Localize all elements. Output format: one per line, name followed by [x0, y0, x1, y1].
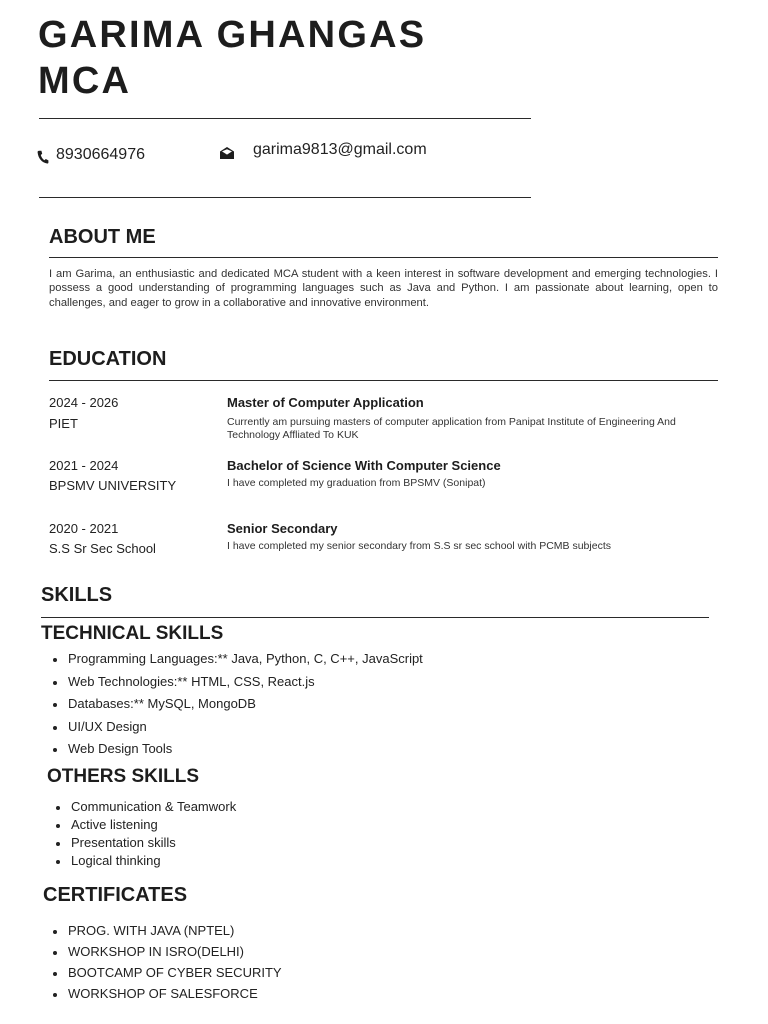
list-item: Databases:** MySQL, MongoDB: [68, 696, 423, 719]
edu-school: PIET: [49, 416, 78, 431]
others-skills-list: [71, 799, 236, 871]
edu-school: BPSMV UNIVERSITY: [49, 478, 177, 493]
list-item: UI/UX Design: [68, 719, 423, 742]
skills-divider: [41, 617, 709, 618]
others-skills-title: OTHERS SKILLS: [47, 766, 200, 787]
edu-period: 2024 - 2026: [49, 395, 119, 410]
edu-degree: Master of Computer Application: [227, 395, 424, 410]
header-top-divider: [39, 118, 531, 119]
list-item: WORKSHOP OF SALESFORCE: [68, 986, 282, 1007]
list-item: Logical thinking: [71, 853, 236, 871]
edu-degree: Bachelor of Science With Computer Science: [227, 458, 501, 473]
edu-school: S.S Sr Sec School: [49, 541, 156, 556]
technical-skills-title: TECHNICAL SKILLS: [41, 623, 224, 644]
edu-degree: Senior Secondary: [227, 521, 338, 536]
list-item: Active listening: [71, 817, 236, 835]
name-line-2: MCA: [38, 60, 132, 102]
education-divider: [49, 380, 718, 381]
about-title: ABOUT ME: [49, 226, 156, 248]
list-item: Presentation skills: [71, 835, 236, 853]
list-item: BOOTCAMP OF CYBER SECURITY: [68, 965, 282, 986]
edu-description: Currently am pursuing masters of computer application from Panipat Institute of Engineering And Technology Affliated To KUK: [227, 416, 676, 441]
edu-period: 2021 - 2024: [49, 458, 119, 473]
list-item: Communication & Teamwork: [71, 799, 236, 817]
envelope-icon: [219, 146, 235, 160]
phone-icon: [37, 150, 49, 164]
edu-description: I have completed my graduation from BPSMV (Sonipat): [227, 477, 486, 489]
name-line-1: GARIMA GHANGAS: [38, 14, 427, 56]
list-item: Programming Languages:** Java, Python, C, C++, JavaScript: [68, 651, 423, 674]
list-item: Web Technologies:** HTML, CSS, React.js: [68, 674, 423, 697]
list-item: PROG. WITH JAVA (NPTEL): [68, 923, 282, 944]
about-text: I am Garima, an enthusiastic and dedicated MCA student with a keen interest in software development and emerging technologies. I possess a good understanding of programming languages such as Java and Python. I am passionate about learning, open to challenges, and eager to grow in a collaborative and innovative environment.: [49, 268, 718, 309]
edu-description: I have completed my senior secondary from S.S sr sec school with PCMB subjects: [227, 540, 611, 552]
certificates-title: CERTIFICATES: [43, 884, 188, 906]
education-title: EDUCATION: [49, 348, 167, 370]
technical-skills-list: [68, 651, 423, 764]
email-address[interactable]: garima9813@gmail.com: [253, 141, 427, 158]
skills-title: SKILLS: [41, 584, 113, 606]
phone-number[interactable]: 8930664976: [56, 146, 145, 163]
list-item: WORKSHOP IN ISRO(DELHI): [68, 944, 282, 965]
list-item: Web Design Tools: [68, 741, 423, 764]
edu-period: 2020 - 2021: [49, 521, 119, 536]
certificates-list: [68, 923, 282, 1007]
about-divider: [49, 257, 718, 258]
header-bottom-divider: [39, 197, 531, 198]
candidate-name: [38, 12, 426, 104]
